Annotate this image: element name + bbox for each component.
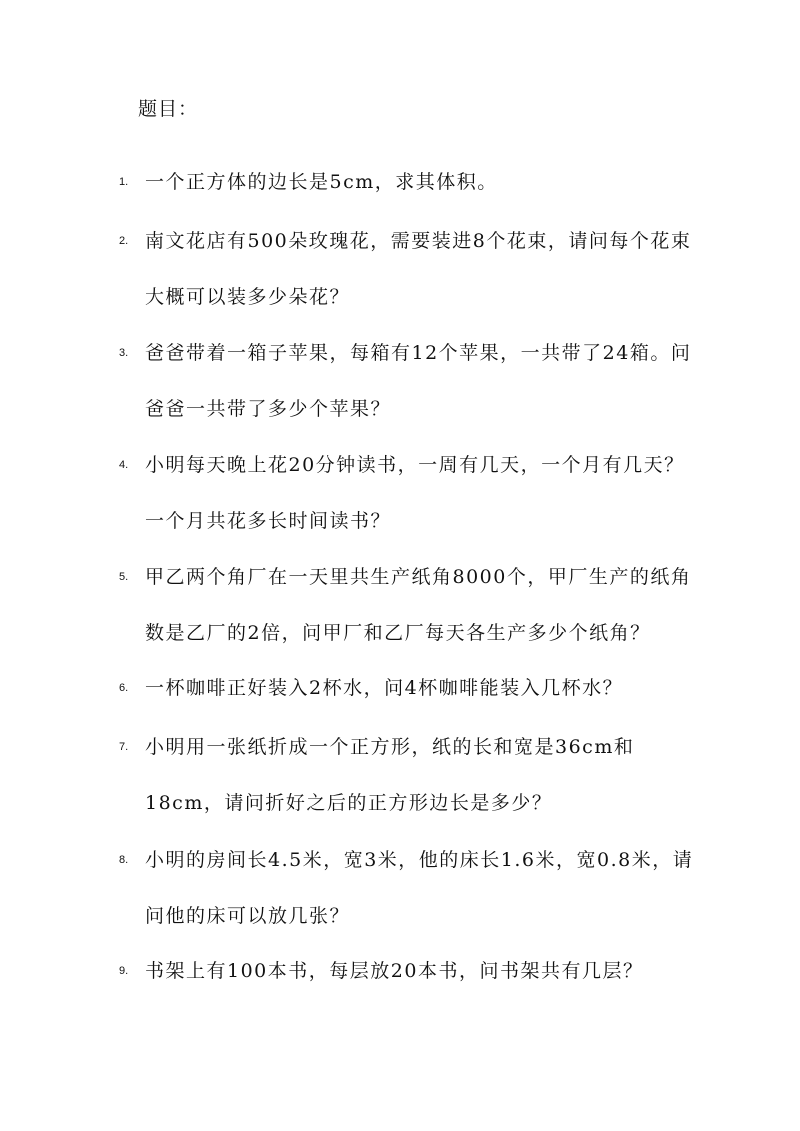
question-number: 5. <box>119 571 129 583</box>
question-number: 1. <box>119 176 129 188</box>
question-text: 南文花店有500朵玫瑰花，需要装进8个花束，请问每个花束大概可以装多少朵花？ <box>145 230 692 308</box>
question-number: 8. <box>119 854 129 866</box>
question-number: 2. <box>119 235 129 247</box>
question-text: 书架上有100本书，每层放20本书，问书架共有几层？ <box>145 960 644 982</box>
heading-title: 题目： <box>138 98 199 120</box>
question-text: 小明的房间长4.5米，宽3米，他的床长1.6米，宽0.8米，请问他的床可以放几张？ <box>145 849 694 927</box>
question-text: 小明用一张纸折成一个正方形，纸的长和宽是36cm和18cm，请问折好之后的正方形边长是多少？ <box>145 736 635 814</box>
question-number: 7. <box>119 741 129 753</box>
question-text: 一个正方体的边长是5cm，求其体积。 <box>145 171 498 193</box>
question-text: 小明每天晚上花20分钟读书，一周有几天，一个月有几天？一个月共花多长时间读书？ <box>145 454 685 532</box>
question-number: 4. <box>119 459 129 471</box>
question-number: 9. <box>119 965 129 977</box>
question-text: 爸爸带着一箱子苹果，每箱有12个苹果，一共带了24箱。问爸爸一共带了多少个苹果？ <box>145 342 692 420</box>
question-text: 甲乙两个角厂在一天里共生产纸角8000个，甲厂生产的纸角数是乙厂的2倍，问甲厂和乙厂每天各生产多少个纸角？ <box>145 566 692 644</box>
question-number: 6. <box>119 682 129 694</box>
question-number: 3. <box>119 347 129 359</box>
question-text: 一杯咖啡正好装入2杯水，问4杯咖啡能装入几杯水？ <box>145 677 624 699</box>
